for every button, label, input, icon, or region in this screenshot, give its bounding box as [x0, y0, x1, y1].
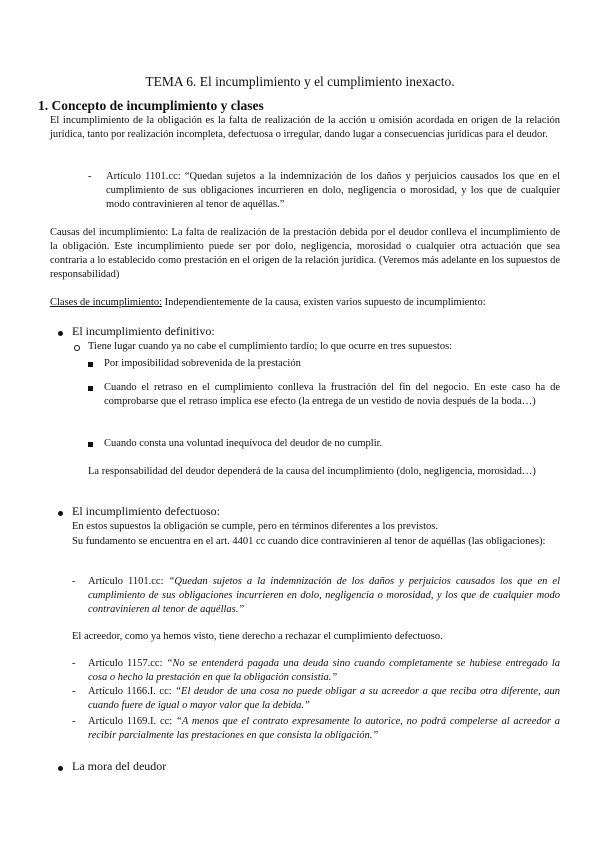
- quote2-label: Artículo 1101.cc:: [88, 576, 169, 587]
- quote-article-1166: [88, 685, 560, 713]
- bullet-icon: [58, 511, 63, 516]
- mora-heading: La mora del deudor: [72, 759, 167, 773]
- dash-marker: -: [72, 716, 76, 727]
- dash-marker: -: [72, 686, 76, 697]
- classes-paragraph: [50, 296, 560, 310]
- square-bullet-icon: [88, 386, 93, 391]
- defective-heading: El incumplimiento defectuoso:: [72, 504, 220, 518]
- page-title: TEMA 6. El incumplimiento y el cumplimiento inexacto.: [145, 74, 455, 89]
- dash-marker: -: [88, 171, 92, 182]
- definitive-item-1: Por imposibilidad sobrevenida de la prestación: [104, 358, 301, 369]
- quote-article-1157: [88, 657, 560, 685]
- definitive-item-2: Cuando el retraso en el cumplimiento conlleva la frustración del fin del negocio. En este caso ha de comprobarse que el retraso implica ese efecto (la entrega de un vestido de novia después de la boda…): [104, 382, 560, 407]
- q3-label: Artículo 1157.cc:: [88, 658, 167, 669]
- intro-paragraph: El incumplimiento de la obligación es la falta de realización de la acción u omisión acordada en origen de la relación jurídica, tanto por realización incompleta, defectuosa o irregular, dando lugar a consecuencias jurídicas para el deudor.: [50, 115, 560, 140]
- quote2-text: “Quedan sujetos a la indemnización de los daños y perjuicios causados los que en el cumplimiento de sus obligaciones incurrieren en dolo, negligencia o morosidad, y los que de cualquier modo contravinieren al tenor de aquéllas.”: [88, 576, 560, 615]
- definitive-item-3: Cuando consta una voluntad inequívoca del deudor de no cumplir.: [104, 438, 383, 449]
- classes-label: Clases de incumplimiento:: [50, 297, 162, 308]
- section-heading: 1. Concepto de incumplimiento y clases: [38, 98, 264, 113]
- definitive-sub: Tiene lugar cuando ya no cabe el cumplimiento tardío; lo que ocurre en tres supuestos:: [88, 341, 453, 352]
- defective-paragraph-1: En estos supuestos la obligación se cumple, pero en términos diferentes a los previstos.: [72, 521, 438, 532]
- definitive-heading: El incumplimiento definitivo:: [72, 324, 215, 338]
- quote-article-1101: Artículo 1101.cc: “Quedan sujetos a la indemnización de los daños y perjuicios causados los que en el cumplimiento de sus obligaciones incurrieren en dolo, negligencia o morosidad, y los que de cualquier modo contravinieren al tenor de aquéllas.”: [106, 171, 560, 210]
- defective-paragraph-2: Su fundamento se encuentra en el art. 4401 cc cuando dice contravinieren al tenor de aquéllas (las obligaciones):: [72, 536, 546, 547]
- circle-bullet-icon: [74, 345, 80, 351]
- causes-paragraph: Causas del incumplimiento: La falta de realización de la prestación debida por el deudor conlleva el incumplimiento de la obligación. Este incumplimiento puede ser por dolo, negligencia, morosidad o cualquier otra actuación que sea contraria a lo establecido como prestación en el origen de la relación jurídica. (Veremos más adelante en los supuestos de responsabilidad): [50, 227, 560, 280]
- quote-article-1169: [88, 715, 560, 743]
- creditor-paragraph: El acreedor, como ya hemos visto, tiene derecho a rechazar el cumplimiento defectuoso.: [72, 631, 443, 642]
- bullet-icon: [58, 766, 63, 771]
- q5-label: Artículo 1169.I. cc:: [88, 716, 176, 727]
- square-bullet-icon: [88, 362, 93, 367]
- q4-label: Artículo 1166.I. cc:: [88, 686, 176, 697]
- classes-text: Independientemente de la causa, existen varios supuesto de incumplimiento:: [161, 297, 486, 308]
- bullet-icon: [58, 331, 63, 336]
- quote-article-1101-italic: [88, 575, 560, 617]
- square-bullet-icon: [88, 442, 93, 447]
- dash-marker: -: [72, 576, 76, 587]
- q5-text: “A menos que el contrato expresamente lo autorice, no podrá compelerse al acreedor a recibir parcialmente las prestaciones en que consista la obligación.”: [88, 716, 560, 741]
- dash-marker: -: [72, 658, 76, 669]
- q4-text: “El deudor de una cosa no puede obligar a su acreedor a que reciba otra diferente, aun cuando fuere de igual o mayor valor que la debida.”: [88, 686, 560, 711]
- responsibility-paragraph: La responsabilidad del deudor dependerá de la causa del incumplimiento (dolo, negligencia, morosidad…): [88, 466, 536, 477]
- q3-text: “No se entenderá pagada una deuda sino cuando completamente se hubiese entregado la cosa o hecho la prestación en que la obligación consistía.”: [88, 658, 560, 683]
